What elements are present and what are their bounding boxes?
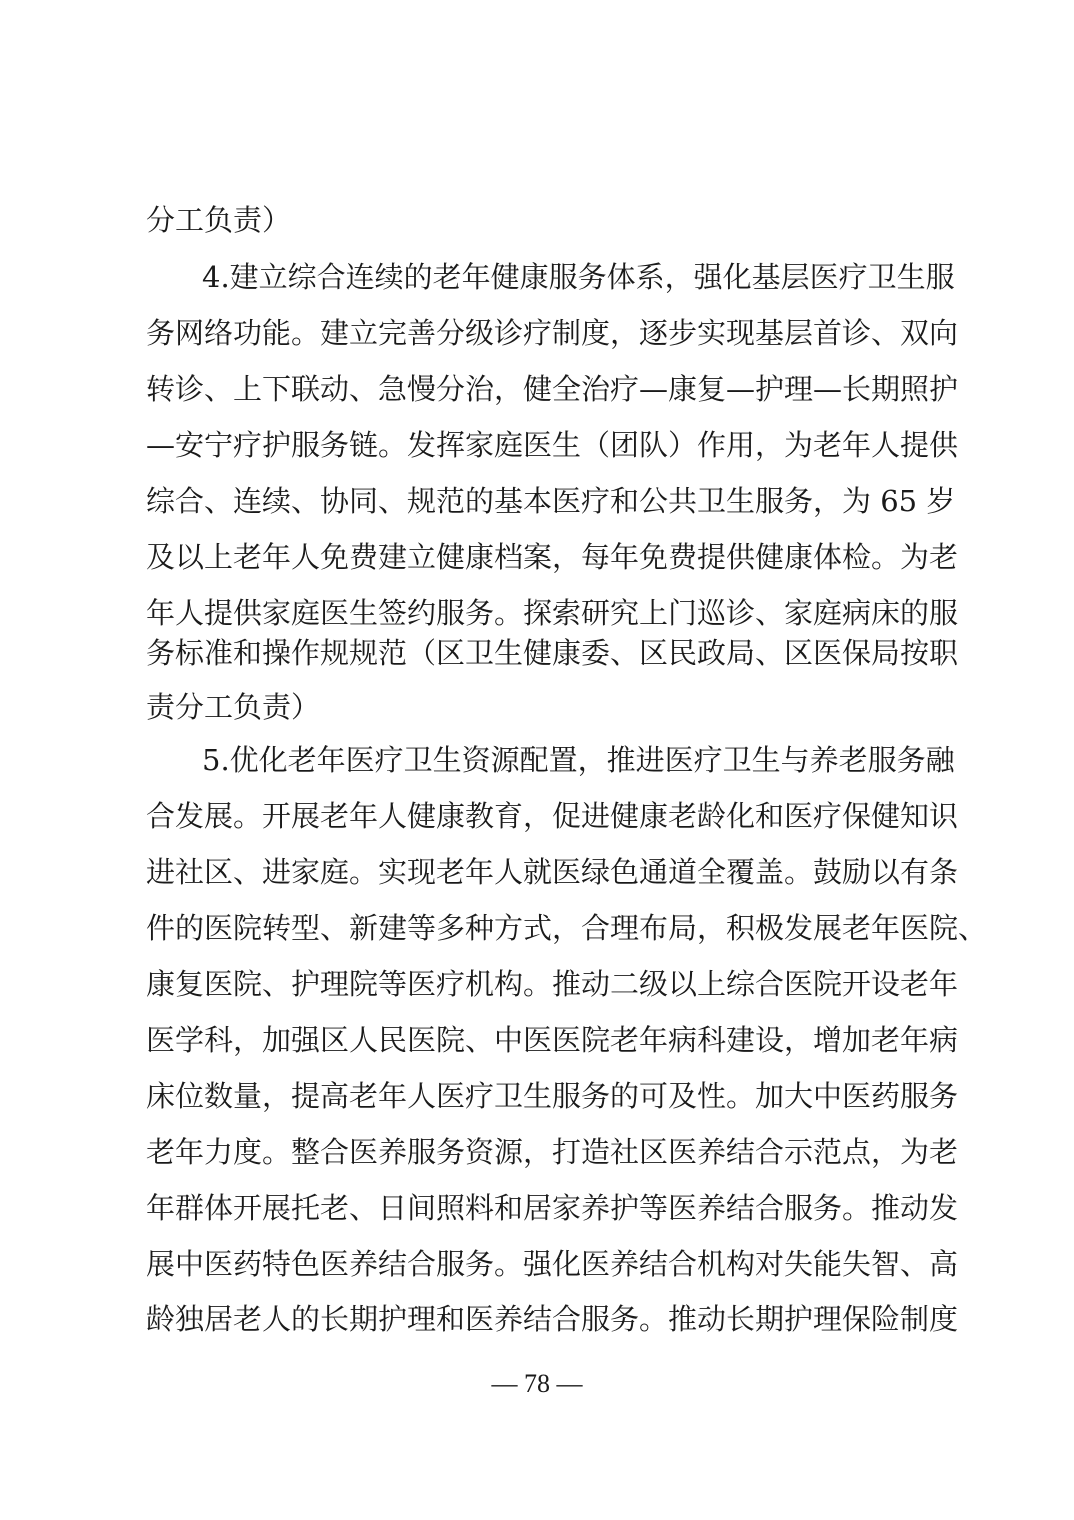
- paragraph-5-first-line: 5.优化老年医疗卫生资源配置，推进医疗卫生与养老服务融: [202, 743, 955, 777]
- text-line: 床位数量，提高老年人医疗卫生服务的可及性。加大中医药服务: [146, 1079, 959, 1113]
- text-line: 综合、连续、协同、规范的基本医疗和公共卫生服务，为 65 岁: [146, 484, 956, 518]
- text-line: 转诊、上下联动、急慢分治，健全治疗—康复—护理—长期照护: [146, 372, 959, 406]
- text-line: 务标准和操作规规范（区卫生健康委、区民政局、区医保局按职: [146, 636, 959, 670]
- text-line: 合发展。开展老年人健康教育，促进健康老龄化和医疗保健知识: [146, 799, 959, 833]
- text-line: 老年力度。整合医养服务资源，打造社区医养结合示范点，为老: [146, 1135, 959, 1169]
- text-line: 分工负责）: [146, 203, 292, 237]
- text-line: 年群体开展托老、日间照料和居家养护等医养结合服务。推动发: [146, 1191, 959, 1225]
- text-line: 责分工负责）: [146, 690, 321, 724]
- text-line: 件的医院转型、新建等多种方式，合理布局，积极发展老年医院、: [146, 911, 988, 945]
- text-line: —安宁疗护服务链。发挥家庭医生（团队）作用，为老年人提供: [146, 428, 959, 462]
- text-line: 及以上老年人免费建立健康档案，每年免费提供健康体检。为老: [146, 540, 959, 574]
- paragraph-4-first-line: 4.建立综合连续的老年健康服务体系，强化基层医疗卫生服: [202, 260, 955, 294]
- text-line: 龄独居老人的长期护理和医养结合服务。推动长期护理保险制度: [146, 1302, 959, 1336]
- text-line: 展中医药特色医养结合服务。强化医养结合机构对失能失智、高: [146, 1247, 959, 1281]
- text-line: 年人提供家庭医生签约服务。探索研究上门巡诊、家庭病床的服: [146, 596, 959, 630]
- text-line: 医学科，加强区人民医院、中医医院老年病科建设，增加老年病: [146, 1023, 959, 1057]
- page-number: — 78 —: [491, 1369, 583, 1398]
- text-line: 康复医院、护理院等医疗机构。推动二级以上综合医院开设老年: [146, 967, 959, 1001]
- text-line: 务网络功能。建立完善分级诊疗制度，逐步实现基层首诊、双向: [146, 316, 959, 350]
- text-line: 进社区、进家庭。实现老年人就医绿色通道全覆盖。鼓励以有条: [146, 855, 959, 889]
